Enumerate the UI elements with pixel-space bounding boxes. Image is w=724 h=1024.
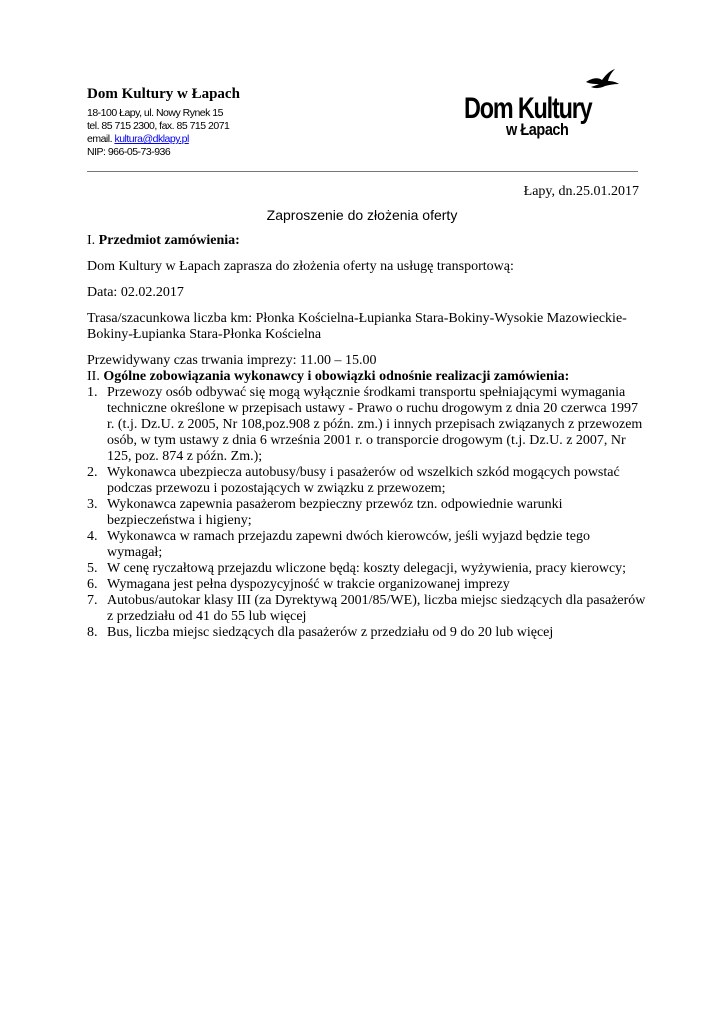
list-item <box>87 529 647 561</box>
list-item-number: 2. <box>87 465 98 480</box>
list-item-text: W cenę ryczałtową przejazdu wliczone będą: koszty delegacji, wyżywienia, pracy kierowcy; <box>107 561 627 576</box>
document-date: Łapy, dn.25.01.2017 <box>523 184 639 199</box>
requirements-list <box>87 385 647 641</box>
section2-heading <box>87 369 647 385</box>
list-item-text: Autobus/autokar klasy III (za Dyrektywą 2001/85/WE), liczba miejsc siedzących dla pasażerów z przedziału od 41 do 55 lub więcej <box>107 593 646 624</box>
phone-fax: tel. 85 715 2300, fax. 85 715 2071 <box>87 120 230 132</box>
section2-number: II. <box>87 369 100 384</box>
list-item-text: Przewozy osób odbywać się mogą wyłącznie środkami transportu spełniającymi wymagania techniczne określone w przepisach ustawy - Prawo o ruchu drogowym z dnia 20 czerwca 1997 r. (t.j. Dz.U. z 2005, Nr 108,poz.908 z późn. zm.) i innych przepisach związanych z przewozem osób, w tym ustawy z dnia 6 września 2001 r. o transporcie drogowym (t.j. Dz.U. z 2007, Nr 125, poz. 874 z późn. Zm.); <box>107 385 643 464</box>
org-name: Dom Kultury w Łapach <box>87 86 240 102</box>
logo-text-line1: Dom Kultury <box>464 92 592 125</box>
route: Trasa/szacunkowa liczba km: Płonka Kościelna-Łupianka Stara-Bokiny-Wysokie Mazowieckie-Bokiny-Łupianka Stara-Płonka Kościelna <box>87 311 627 342</box>
dom-kultury-logo <box>462 68 622 140</box>
list-item-number: 1. <box>87 385 98 400</box>
event-duration: Przewidywany czas trwania imprezy: 11.00 – 15.00 <box>87 353 377 368</box>
address: 18-100 Łapy, ul. Nowy Rynek 15 <box>87 107 223 119</box>
email-link[interactable]: kultura@dklapy.pl <box>114 133 189 145</box>
section2-title: Ogólne zobowiązania wykonawcy i obowiązki odnośnie realizacji zamówienia: <box>103 369 570 384</box>
section1-intro: Dom Kultury w Łapach zaprasza do złożenia oferty na usługę transportową: <box>87 259 514 274</box>
list-item-number: 3. <box>87 497 98 512</box>
list-item-number: 7. <box>87 593 98 608</box>
email-label: email. <box>87 133 113 145</box>
list-item-number: 4. <box>87 529 98 544</box>
email-line <box>87 133 240 146</box>
section1-heading <box>87 233 647 249</box>
document-body <box>87 233 647 641</box>
list-item-text: Bus, liczba miejsc siedzących dla pasażerów z przedziału od 9 do 20 lub więcej <box>107 625 554 640</box>
list-item-text: Wykonawca ubezpiecza autobusy/busy i pasażerów od wszelkich szkód mogących powstać podczas przewozu i pozostających w związku z przewozem; <box>107 465 620 496</box>
list-item <box>87 593 647 625</box>
list-item <box>87 561 647 577</box>
document-title: Zaproszenie do złożenia oferty <box>266 207 458 223</box>
list-item-number: 6. <box>87 577 98 592</box>
list-item <box>87 465 647 497</box>
header-contact-block <box>87 86 240 159</box>
logo-text-line2: w Łapach <box>506 120 569 139</box>
list-item-text: Wykonawca w ramach przejazdu zapewni dwóch kierowców, jeśli wyjazd będzie tego wymagał; <box>107 529 590 560</box>
list-item <box>87 625 647 641</box>
list-item-number: 8. <box>87 625 98 640</box>
event-date: Data: 02.02.2017 <box>87 285 184 300</box>
section1-number: I. <box>87 233 96 248</box>
section1-title: Przedmiot zamówienia: <box>98 233 240 248</box>
nip: NIP: 966-05-73-936 <box>87 146 171 158</box>
list-item-text: Wymagana jest pełna dyspozycyjność w trakcie organizowanej imprezy <box>107 577 510 592</box>
list-item <box>87 385 647 465</box>
list-item <box>87 497 647 529</box>
contact-details <box>87 107 240 159</box>
list-item-text: Wykonawca zapewnia pasażerom bezpieczny przewóz tzn. odpowiednie warunki bezpieczeństwa i higieny; <box>107 497 563 528</box>
header-divider <box>87 171 638 172</box>
list-item-number: 5. <box>87 561 98 576</box>
list-item <box>87 577 647 593</box>
